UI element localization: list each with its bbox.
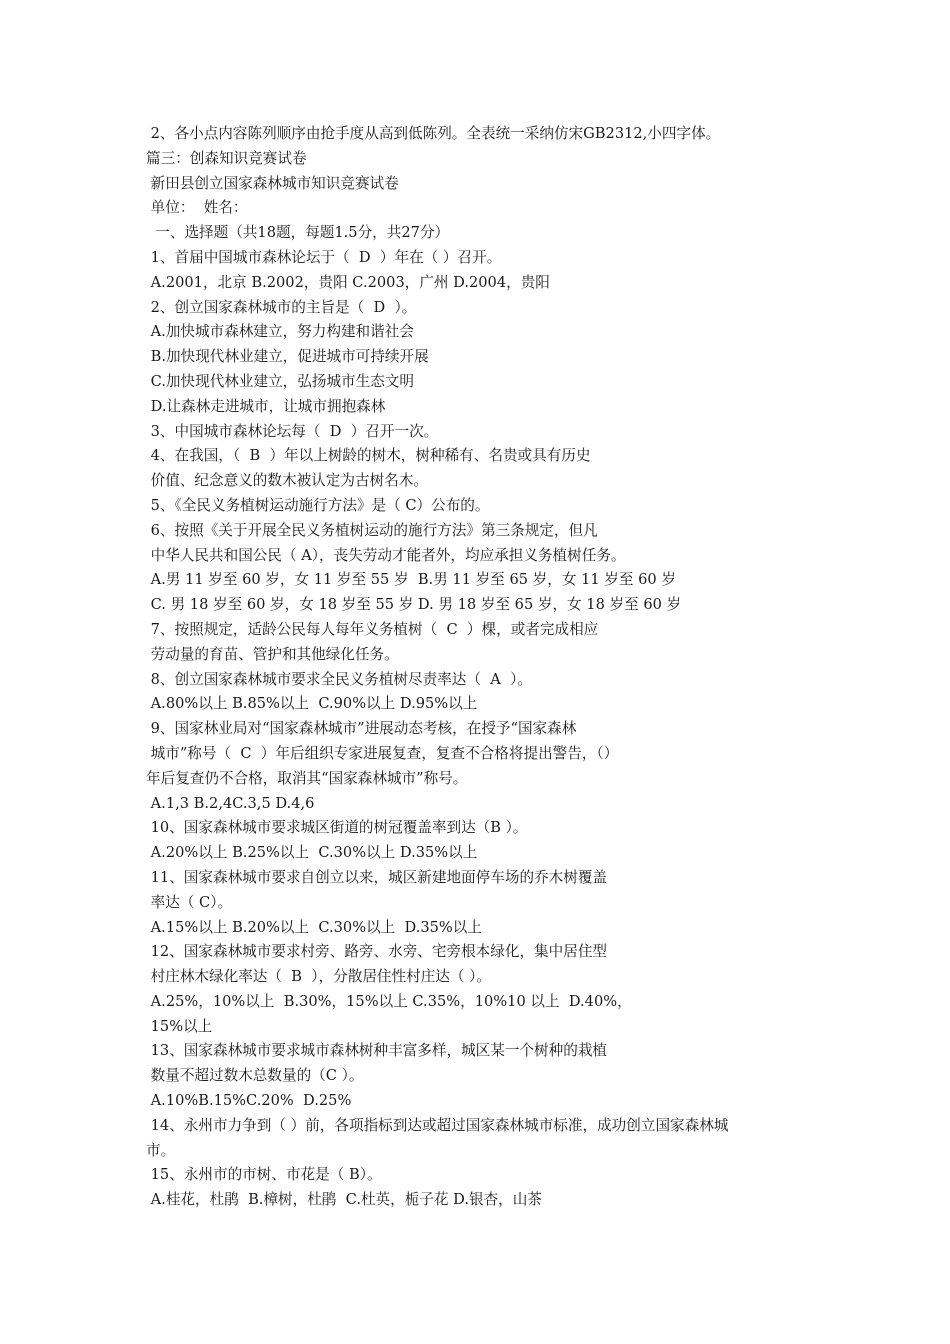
question-6-options-cd: C. 男 18 岁至 60 岁，女 18 岁至 55 岁 D. 男 18 岁至 65 岁，女 18 岁至 60 岁 [146, 596, 682, 614]
question-6: 6、按照《关于开展全民义务植树运动的施行方法》第三条规定，但凡 [146, 521, 598, 539]
question-10-options: A.20%以上 B.25%以上 C.30%以上 D.35%以上 [146, 844, 478, 862]
question-12-options-cont: 15%以上 [146, 1017, 213, 1035]
question-3: 3、中国城市森林论坛每（ D ）召开一次。 [146, 422, 439, 440]
question-15-options: A.桂花，杜鹃 B.樟树，杜鹃 C.杜英，栀子花 D.银杏，山茶 [146, 1191, 542, 1209]
question-7-cont: 劳动量的育苗、管护和其他绿化任务。 [146, 645, 399, 663]
question-10: 10、国家森林城市要求城区街道的树冠覆盖率到达（B ）。 [146, 819, 528, 837]
question-1-options: A.2001，北京 B.2002，贵阳 C.2003，广州 D.2004，贵阳 [146, 273, 550, 291]
question-2-option-d: D.让森林走进城市，让城市拥抱森林 [146, 397, 386, 415]
name-unit-line: 单位： 姓名： [146, 199, 248, 217]
text-line: 2、各小点内容陈列顺序由抢手度从高到低陈列。全表统一采纳仿宋GB2312,小四字体。 [146, 125, 721, 142]
question-12-options: A.25%，10%以上 B.30%，15%以上 C.35%，10%10 以上 D.40%， [146, 992, 632, 1010]
question-4: 4、在我国，（ B ）年以上树龄的树木，树种稀有、名贵或具有历史 [146, 447, 591, 465]
question-8-options: A.80%以上 B.85%以上 C.90%以上 D.95%以上 [146, 695, 478, 713]
question-2-option-a: A.加快城市森林建立，努力构建和谐社会 [146, 323, 414, 341]
question-13-options: A.10%B.15%C.20% D.25% [146, 1092, 352, 1110]
question-13: 13、国家森林城市要求城市森林树种丰富多样，城区某一个树种的栽植 [146, 1042, 608, 1060]
question-6-options-ab: A.男 11 岁至 60 岁，女 11 岁至 55 岁 B.男 11 岁至 65 岁，女 11 岁至 60 岁 [146, 571, 676, 589]
question-5: 5、《全民义务植树运动施行方法》是（ C）公布的。 [146, 496, 490, 514]
document-body [146, 122, 846, 1213]
question-2-option-b: B.加快现代林业建立，促进城市可持续开展 [146, 348, 429, 366]
question-9-cont-2: 年后复查仍不合格，取消其“国家森林城市”称号。 [146, 769, 468, 787]
question-9-options: A.1,3 B.2,4C.3,5 D.4,6 [146, 794, 315, 812]
question-12-cont: 村庄林木绿化率达（ B ），分散居住性村庄达（ ）。 [146, 968, 492, 986]
question-8: 8、创立国家森林城市要求全民义务植树尽责率达（ A ）。 [146, 670, 532, 688]
question-9-cont: 城市”称号（ C ）年后组织专家进展复查，复查不合格将提出警告，（） [146, 744, 619, 762]
section-title: 篇三：创森知识竞赛试卷 [146, 149, 307, 167]
question-11-cont: 率达（ C）。 [146, 893, 233, 911]
question-2-option-c: C.加快现代林业建立，弘扬城市生态文明 [146, 372, 415, 390]
question-15: 15、永州市的市树、市花是（ B）。 [146, 1166, 382, 1184]
exam-title: 新田县创立国家森林城市知识竞赛试卷 [146, 174, 399, 192]
question-14-cont: 市。 [146, 1141, 176, 1159]
question-13-cont: 数量不超过数木总数量的（C ）。 [146, 1067, 364, 1085]
question-6-cont: 中华人民共和国公民（ A），丧失劳动才能者外，均应承担义务植树任务。 [146, 546, 626, 564]
question-9: 9、国家林业局对“国家森林城市”进展动态考核，在授予“国家森林 [146, 720, 577, 738]
question-2: 2、创立国家森林城市的主旨是（ D ）。 [146, 298, 417, 316]
question-11: 11、国家森林城市要求自创立以来，城区新建地面停车场的乔木树覆盖 [146, 868, 608, 886]
section-heading: 一、选择题（共18题，每题1.5分，共27分） [146, 224, 450, 242]
question-1: 1、首届中国城市森林论坛于（ D ）年在（ ）召开。 [146, 248, 502, 266]
question-14: 14、永州市力争到（ ）前，各项指标到达或超过国家森林城市标准，成功创立国家森林城 [146, 1116, 729, 1134]
question-4-cont: 价值、纪念意义的数木被认定为古树名木。 [146, 472, 428, 490]
question-12: 12、国家森林城市要求村旁、路旁、水旁、宅旁根本绿化，集中居住型 [146, 943, 608, 961]
question-7: 7、按照规定，适龄公民每人每年义务植树（ C ）棵，或者完成相应 [146, 620, 599, 638]
question-11-options: A.15%以上 B.20%以上 C.30%以上 D.35%以上 [146, 918, 482, 936]
